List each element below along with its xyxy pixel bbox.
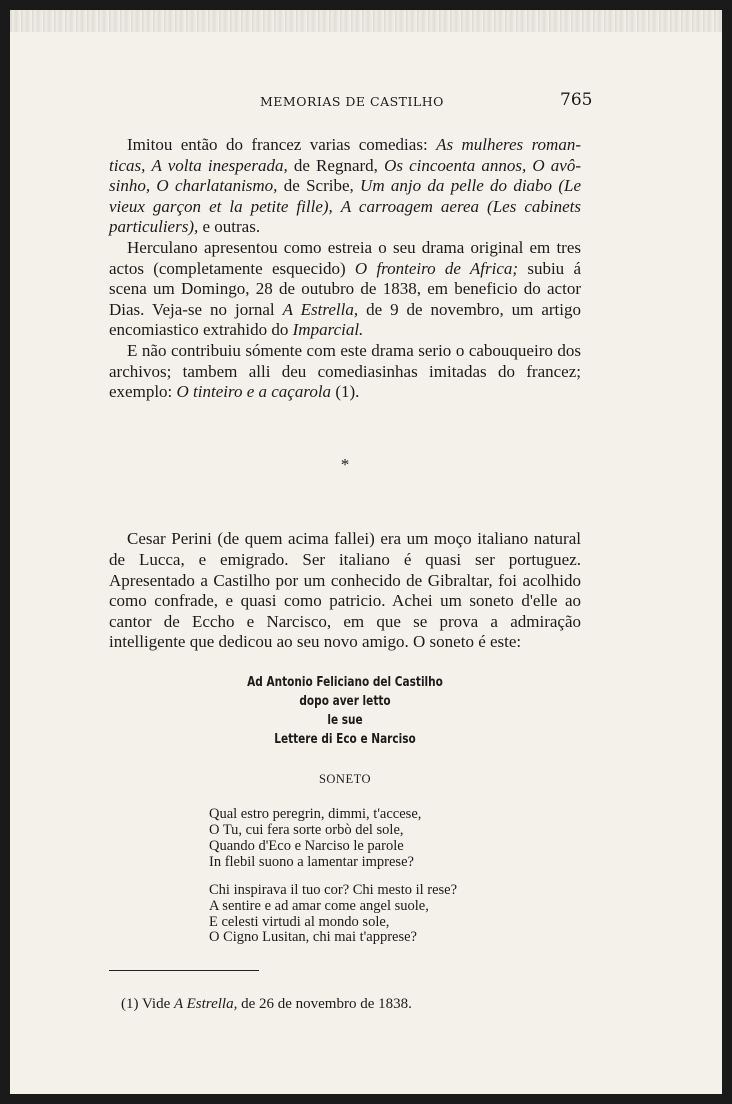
- text-run: Imitou então do francez varias comedias:: [127, 135, 437, 154]
- text-run: de Scribe,: [277, 176, 361, 196]
- running-head: MEMORIAS DE CASTILHO: [260, 94, 444, 109]
- title-um-anjo-da-pelle: Um anjo da pelle do diabo: [360, 176, 553, 196]
- title-o-avosinho: O avô-sinho,: [109, 155, 582, 196]
- title-le-vieux-garcon: (Le vieux garçon et la petite fille),: [109, 176, 582, 216]
- title-a-estrella: A Estrella,: [282, 299, 359, 319]
- footnote-rule: [109, 970, 259, 971]
- title-o-charlatanismo: O charlatanismo,: [156, 176, 278, 196]
- paragraph-perini: Cesar Perini (de quem acima fallei) era um moço italiano natural de Lucca, e emigrado. Ser italiano é quasi ser portuguez. Apresentado a Castilho por um conhecido de Gibraltar, foi acolhido como confrade, e quasi como patricio. Achei um soneto d'elle ao cantor de Eccho e Narcisco, em que se prova a admiração intelligente que dedicou ao seu novo amigo. O soneto é este:: [109, 529, 581, 652]
- dedication-line: Ad Antonio Feliciano del Castilho: [247, 673, 443, 690]
- poem-dedication: [161, 673, 529, 749]
- text-run: E não contribuiu sómente com este drama serio o cabouqueiro dos archivos; tambem alli deu comediasinhas imitadas do francez; exemplo:: [109, 340, 581, 402]
- dedication-line: le sue: [327, 711, 363, 728]
- page-body: [109, 135, 581, 1013]
- text-run: de Regnard,: [287, 155, 385, 175]
- title-imparcial: Imparcial.: [292, 320, 364, 340]
- paragraph-herculano: [109, 238, 581, 341]
- text-run: (1).: [331, 382, 360, 402]
- page-header: [10, 90, 722, 114]
- scan-edge-texture: [10, 10, 722, 32]
- poem-line: Qual estro peregrin, dimmi, t'accese,: [209, 806, 422, 823]
- title-as-mulheres-romanticas: As mulheres roman-ticas,: [109, 135, 581, 175]
- text-run: subiu á scena um Domingo, 28 de outubro de 1838, em beneficio do actor Dias. Veja-se no jornal: [109, 258, 581, 319]
- footnote-title-a-estrella: A Estrella,: [173, 996, 238, 1013]
- page-number: 765: [560, 90, 593, 110]
- text-run: de 9 de novembro, um artigo encomiastico extrahido do: [109, 299, 581, 340]
- text-run: Herculano apresentou como estreia o seu drama original em tres actos (completamente esquecido): [109, 237, 581, 278]
- soneto-label: SONETO: [318, 771, 372, 786]
- poem-stanza-1: [209, 807, 581, 870]
- title-o-fronteiro-de-africa: O fronteiro de Africa;: [354, 258, 519, 278]
- poem-line: E celesti virtudi al mondo sole,: [209, 913, 390, 930]
- paragraph-comedias: [109, 135, 581, 238]
- footnote: [121, 995, 581, 1013]
- title-o-tinteiro-e-a-cacarola: O tinteiro e a caçarola: [176, 382, 332, 402]
- text-run: e outras.: [198, 217, 261, 237]
- title-os-cincoenta-annos: Os cincoenta annos,: [384, 155, 527, 175]
- poem-line: In flebil suono a lamentar imprese?: [209, 853, 414, 870]
- book-page: [10, 10, 722, 1094]
- poem-line: O Cigno Lusitan, chi mai t'apprese?: [209, 929, 417, 946]
- footnote-marker: (1) Vide: [121, 996, 174, 1013]
- section-asterism: *: [340, 454, 350, 474]
- poem-stanza-2: [209, 883, 581, 946]
- poem-line: O Tu, cui fera sorte orbò del sole,: [209, 822, 404, 839]
- title-a-carroagem-aerea: A carroagem aerea (Les cabinets particuliers),: [109, 196, 581, 237]
- dedication-line: dopo aver letto: [299, 692, 391, 709]
- poem-line: Quando d'Eco e Narciso le parole: [209, 837, 404, 854]
- poem-line: Chi inspirava il tuo cor? Chi mesto il rese?: [209, 882, 458, 899]
- footnote-text: de 26 de novembro de 1838.: [237, 996, 412, 1013]
- dedication-line: Lettere di Eco e Narciso: [274, 730, 416, 747]
- paragraph-cabouqueiro: [109, 341, 581, 403]
- title-a-volta-inesperada: A volta inesperada,: [151, 155, 288, 175]
- poem-line: A sentire e ad amar come angel suole,: [209, 897, 429, 914]
